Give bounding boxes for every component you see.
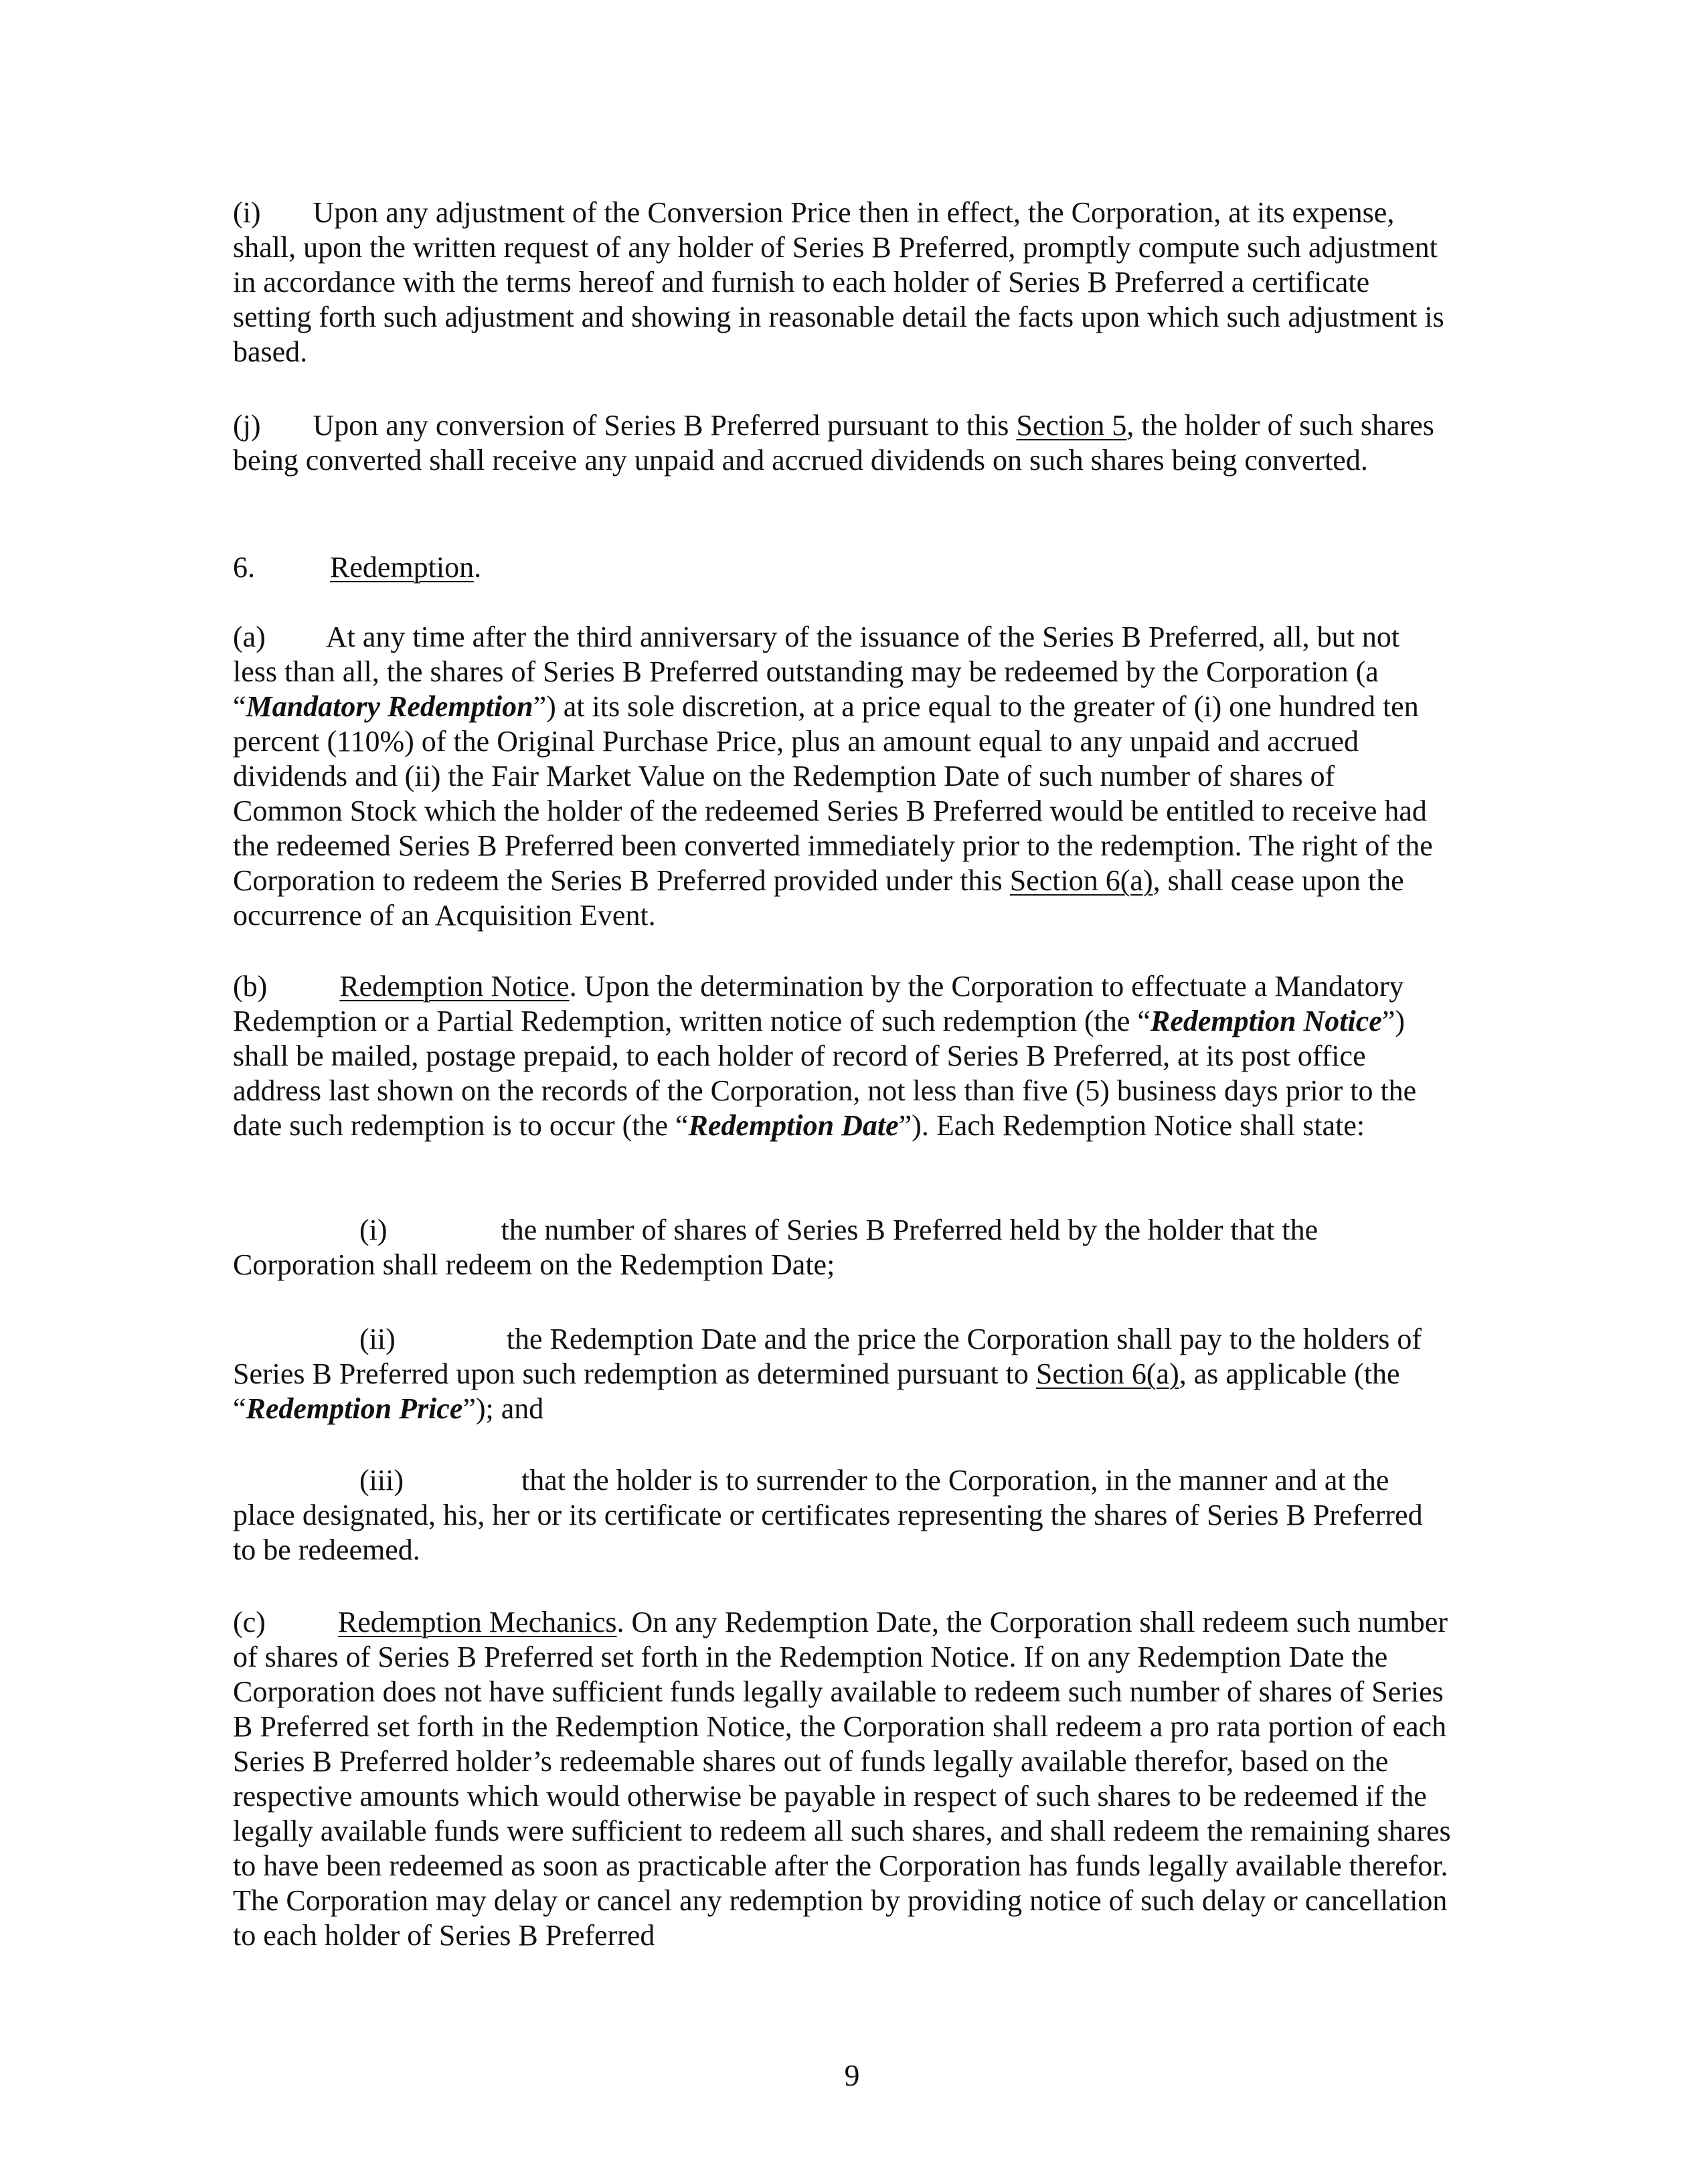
subparagraph-i <box>233 1213 1451 1282</box>
paragraph-j <box>233 408 1451 478</box>
paragraph-text: . On any Redemption Date, the Corporation shall redeem such number of shares of Series B Preferred set forth in the Redemption Notice. If on any Redemption Date the Corporation does not have sufficient funds legally available to redeem such number of shares of Series B Preferred set forth in the Redemption Notice, the Corporation shall redeem a pro rata portion of each Series B Preferred holder’s redeemable shares out of funds legally available therefor, based on the respective amounts which would otherwise be payable in respect of such shares to be redeemed if the legally available funds were sufficient to redeem all such shares, and shall redeem the remaining shares to have been redeemed as soon as practicable after the Corporation has funds legally available therefor. The Corporation may delay or cancel any redemption by providing notice of such delay or cancellation to each holder of Series B Preferred <box>233 1606 1451 1952</box>
paragraph-b <box>233 969 1451 1143</box>
paragraph-label: (b) <box>233 970 268 1003</box>
paragraph-text: Upon any conversion of Series B Preferred pursuant to this <box>313 409 1017 442</box>
paragraph-label: (i) <box>233 196 261 229</box>
page-number: 9 <box>844 2058 860 2092</box>
subparagraph-label: (iii) <box>359 1464 404 1497</box>
defined-term-redemption-price: Redemption Price <box>246 1392 463 1425</box>
paragraph-text: , the holder of such shares being converted shall receive any unpaid and accrued dividends on such shares being converted. <box>233 409 1434 477</box>
paragraph-i <box>233 195 1451 369</box>
section-number: 6. <box>233 551 255 584</box>
paragraph-label: (c) <box>233 1606 266 1639</box>
defined-term-redemption-notice: Redemption Notice <box>1150 1005 1382 1037</box>
paragraph-heading: Redemption Notice <box>339 970 570 1003</box>
section-6a-reference: Section 6(a) <box>1009 864 1153 897</box>
subparagraph-iii <box>233 1463 1451 1568</box>
paragraph-text: At any time after the third anniversary of the issuance of the Series B Preferred, all, but not less than all, the shares of Series B Preferred outstanding may be redeemed by the Corporation (a “ <box>233 620 1400 723</box>
paragraph-label: (a) <box>233 620 266 653</box>
section-title-period: . <box>474 551 482 584</box>
defined-term-mandatory-redemption: Mandatory Redemption <box>246 690 533 723</box>
subparagraph-label: (ii) <box>359 1323 396 1355</box>
paragraph-text: ”). Each Redemption Notice shall state: <box>898 1109 1365 1142</box>
section-6-heading <box>233 550 1451 585</box>
paragraph-text: ”) at its sole discretion, at a price equal to the greater of (i) one hundred ten percent (110%) of the Original Purchase Price, plus an amount equal to any unpaid and accrued dividends and (ii) the Fair Market Value on the Redemption Date of such number of shares of Common Stock which the holder of the redeemed Series B Preferred would be entitled to receive had the redeemed Series B Preferred been converted immediately prior to the redemption. The right of the Corporation to redeem the Series B Preferred provided under this <box>233 690 1433 897</box>
defined-term-redemption-date: Redemption Date <box>688 1109 899 1142</box>
subparagraph-text: that the holder is to surrender to the Corporation, in the manner and at the place designated, his, her or its certificate or certificates representing the shares of Series B Preferred to be redeemed. <box>233 1464 1423 1566</box>
paragraph-text: ”) shall be mailed, postage prepaid, to each holder of record of Series B Preferred, at its post office address last shown on the records of the Corporation, not less than five (5) business days prior to the date such redemption is to occur (the “ <box>233 1005 1417 1142</box>
subparagraph-text: the Redemption Date and the price the Corporation shall pay to the holders of Series B Preferred upon such redemption as determined pursuant to <box>233 1323 1422 1390</box>
paragraph-text: , shall cease upon the occurrence of an Acquisition Event. <box>233 864 1404 932</box>
subparagraph-label: (i) <box>359 1213 388 1246</box>
subparagraph-text: the number of shares of Series B Preferred held by the holder that the Corporation shall redeem on the Redemption Date; <box>233 1213 1318 1281</box>
subparagraph-text: ”); and <box>462 1392 544 1425</box>
section-5-reference: Section 5 <box>1016 409 1127 442</box>
paragraph-text: Upon any adjustment of the Conversion Price then in effect, the Corporation, at its expense, shall, upon the written request of any holder of Series B Preferred, promptly compute such adjustment in accordance with the terms hereof and furnish to each holder of Series B Preferred a certificate setting forth such adjustment and showing in reasonable detail the facts upon which such adjustment is based. <box>233 196 1444 368</box>
subparagraph-text: , as applicable (the “ <box>233 1357 1400 1425</box>
section-6a-reference: Section 6(a) <box>1035 1357 1179 1390</box>
subparagraph-ii <box>233 1322 1451 1426</box>
paragraph-c <box>233 1605 1451 1953</box>
paragraph-heading: Redemption Mechanics <box>337 1606 617 1639</box>
paragraph-label: (j) <box>233 409 261 442</box>
paragraph-a <box>233 620 1451 933</box>
section-title: Redemption <box>330 551 475 584</box>
paragraph-text: . Upon the determination by the Corporation to effectuate a Mandatory Redemption or a Partial Redemption, written notice of such redemption (the “ <box>233 970 1404 1037</box>
